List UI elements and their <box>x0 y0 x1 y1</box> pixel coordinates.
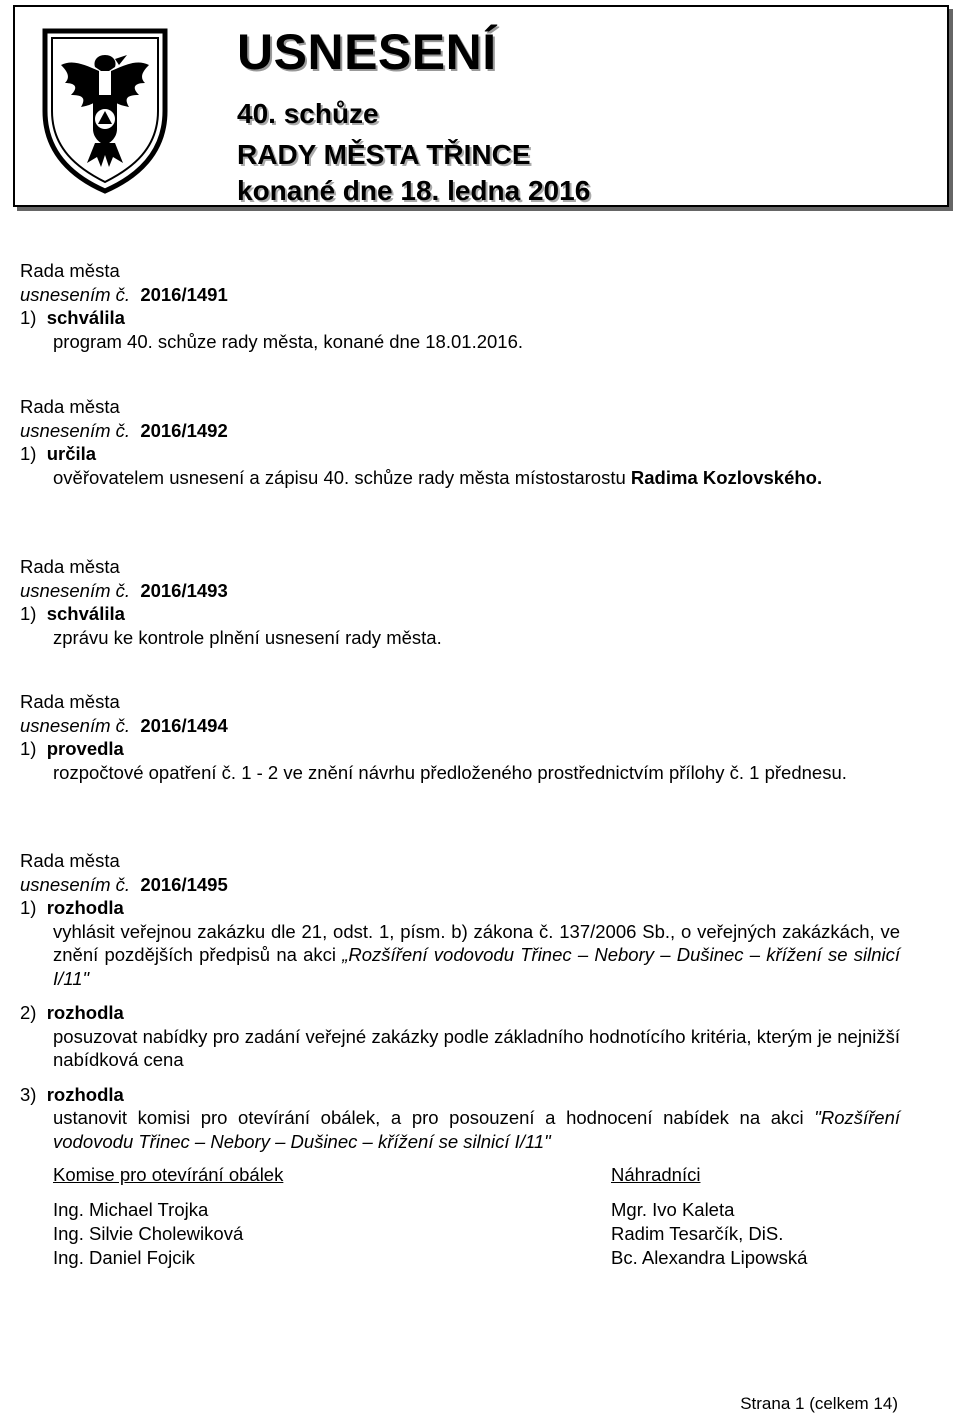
resolution-body: Rada města <box>20 691 120 712</box>
item-verb: rozhodla <box>46 1002 124 1023</box>
item-text: rozpočtové opatření č. 1 - 2 ve znění návrhu předloženého prostřednictvím přílohy č. 1 přednesu. <box>53 761 847 783</box>
item-text-bold: Radima Kozlovského. <box>630 466 823 488</box>
resolution-label: usnesením č. <box>20 283 131 305</box>
item-text: zprávu ke kontrole plnění usnesení rady města. <box>53 626 442 648</box>
resolution-label: usnesením č. <box>20 579 131 601</box>
substitute-member: Radim Tesarčík, DiS. <box>611 1223 784 1244</box>
item-number: 1) <box>20 897 37 918</box>
resolution-2016-1494 <box>20 690 900 784</box>
item-number: 1) <box>20 443 37 464</box>
resolution-number: 2016/1494 <box>140 714 228 736</box>
resolution-label: usnesením č. <box>20 419 131 441</box>
item-number: 1) <box>20 307 37 328</box>
substitute-member: Bc. Alexandra Lipowská <box>611 1247 808 1268</box>
commission-member: Ing. Daniel Fojcik <box>53 1247 195 1268</box>
item-text: vyhlásit veřejnou zakázku dle 21, odst. 1, písm. b) zákona č. 137/2006 Sb., o veřejných zakázkách, ve znění pozdějších předpisů na akci <box>53 920 900 965</box>
item-text: ustanovit komisi pro otevírání obálek, a pro posouzení a hodnocení nabídek na akci <box>53 1107 804 1128</box>
council-name: RADY MĚSTA TŘINCE <box>237 139 531 170</box>
header-box <box>13 5 949 207</box>
resolution-body: Rada města <box>20 556 120 577</box>
meeting-number: 40. schůze <box>237 98 379 129</box>
resolution-2016-1493 <box>20 555 900 649</box>
commission-member: Ing. Silvie Cholewiková <box>53 1223 244 1244</box>
item-text: posuzovat nabídky pro zadání veřejné zakázky podle základního hodnotícího kritéria, kterým je nejnižší nabídková cena <box>53 1025 900 1070</box>
resolution-number: 2016/1493 <box>140 579 228 601</box>
document-title: USNESENÍ <box>237 24 497 80</box>
commission-heading: Komise pro otevírání obálek <box>53 1164 284 1185</box>
item-verb: rozhodla <box>46 897 124 918</box>
project-name: „Rozšíření vodovodu Třinec – Nebory – Dušinec – křížení se silnicí I/11" <box>53 944 901 989</box>
commission-members <box>53 1163 283 1270</box>
resolution-2016-1491 <box>20 259 900 353</box>
resolution-body: Rada města <box>20 396 120 417</box>
resolution-label: usnesením č. <box>20 714 131 736</box>
resolution-label: usnesením č. <box>20 873 131 895</box>
meeting-date: konané dne 18. ledna 2016 <box>237 175 591 206</box>
item-text: ověřovatelem usnesení a zápisu 40. schůze rady města místostarostu <box>53 466 626 488</box>
item-number: 2) <box>20 1002 37 1023</box>
substitute-members <box>611 1163 807 1270</box>
item-number: 1) <box>20 603 37 624</box>
substitutes-heading: Náhradníci <box>611 1164 701 1185</box>
resolution-number: 2016/1491 <box>140 283 228 305</box>
resolution-body: Rada města <box>20 260 120 281</box>
item-verb: určila <box>46 443 97 464</box>
resolution-number: 2016/1495 <box>140 873 228 895</box>
page-number: Strana 1 (celkem 14) <box>740 1394 898 1413</box>
item-verb: rozhodla <box>46 1083 124 1105</box>
resolution-2016-1492 <box>20 395 900 489</box>
item-verb: provedla <box>46 738 124 759</box>
resolution-2016-1495 <box>20 849 900 1153</box>
city-coat-of-arms-icon <box>35 25 175 195</box>
item-verb: schválila <box>46 603 125 624</box>
project-name: "Rozšíření vodovodu Třinec – Nebory – Dušinec – křížení se silnicí I/11" <box>53 1107 901 1152</box>
item-text: program 40. schůze rady města, konané dne 18.01.2016. <box>53 330 523 352</box>
resolution-body: Rada města <box>20 850 120 871</box>
substitute-member: Mgr. Ivo Kaleta <box>611 1199 735 1220</box>
item-number: 1) <box>20 738 37 759</box>
item-number: 3) <box>20 1083 37 1105</box>
commission-member: Ing. Michael Trojka <box>53 1199 209 1220</box>
item-verb: schválila <box>46 307 125 328</box>
resolution-number: 2016/1492 <box>140 419 228 441</box>
